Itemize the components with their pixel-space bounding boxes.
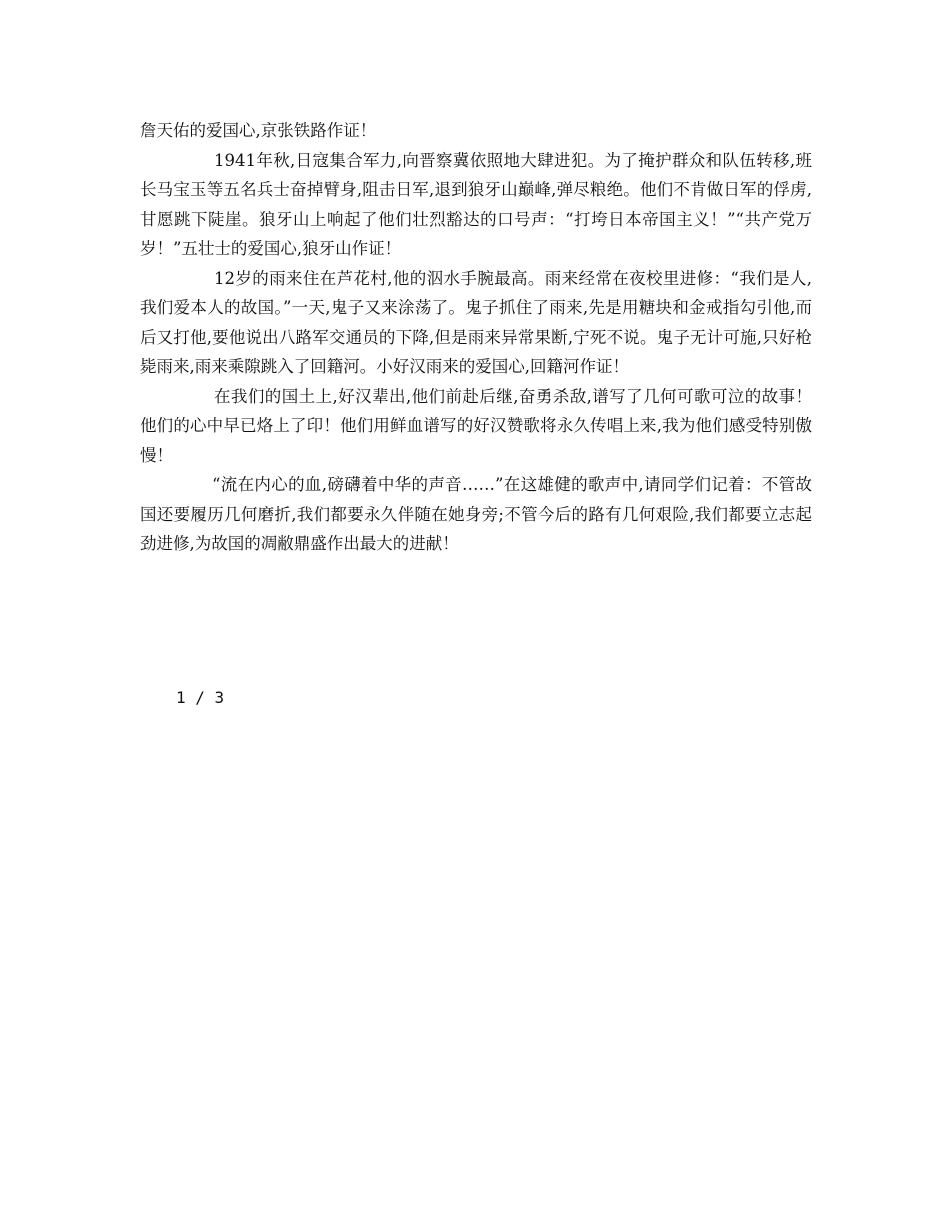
- paragraph-3: 12岁的雨来住在芦花村,他的泅水手腕最高。雨来经常在夜校里进修：“我们是人,我们爱本人的故国。”一天,鬼子又来涂荡了。鬼子抓住了雨来,先是用糖块和金戒指勾引他,而后又打他,要他说出八路军交通员的下降,但是雨来异常果断,宁死不说。鬼子无计可施,只好枪毙雨来,雨来乘隙跳入了回籍河。小好汉雨来的爱国心,回籍河作证！: [140, 268, 812, 376]
- paragraph-4: 在我们的国土上,好汉辈出,他们前赴后继,奋勇杀敌,谱写了几何可歌可泣的故事！他们的心中早已烙上了印！他们用鲜血谱写的好汉赞歌将永久传唱上来,我为他们感受特别傲慢！: [140, 386, 812, 465]
- document-body: [140, 116, 812, 559]
- paragraph-1: 詹天佑的爱国心,京张铁路作证！: [140, 121, 377, 140]
- paragraph-2: 1941年秋,日寇集合军力,向晋察冀依照地大肆进犯。为了掩护群众和队伍转移,班长马宝玉等五名兵士奋掉臂身,阻击日军,退到狼牙山巅峰,弹尽粮绝。他们不肯做日军的俘虏,甘愿跳下陡崖。狼牙山上响起了他们壮烈豁达的口号声：“打垮日本帝国主义！”“共产党万岁！”五壮士的爱国心,狼牙山作证！: [140, 150, 812, 258]
- page-number: 1 / 3: [176, 688, 225, 707]
- paragraph-5: “流在内心的血,磅礴着中华的声音……”在这雄健的歌声中,请同学们记着：不管故国还要履历几何磨折,我们都要永久伴随在她身旁;不管今后的路有几何艰险,我们都要立志起劲进修,为故国的凋敝鼎盛作出最大的进献！: [140, 475, 812, 553]
